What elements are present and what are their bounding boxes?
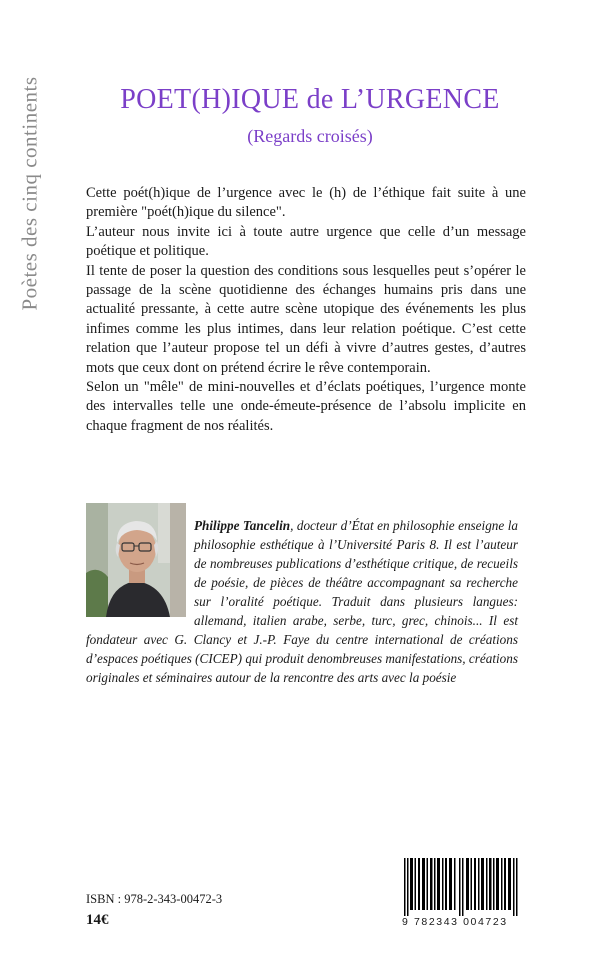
blurb-paragraph: Cette poét(h)ique de l’urgence avec le (h) de l’éthique fait suite à une première "poét(h)ique du silence".: [86, 185, 526, 221]
isbn: ISBN : 978-2-343-00472-3: [86, 892, 223, 906]
author-bio-text: , docteur d’État en philosophie enseigne la philosophie esthétique à l’Université Paris 8. Il est l’auteur de nombreuses publications d’esthétique critique, de recueils de poésie, de pièces de théâtre accompagnant sa recherche sur l’oralité poétique. Traduit dans plusieurs langues: allemand, italien arabe, serbe, turc, grec, chinois... Il est fondateur avec G. Clancy et J.-P. Faye du centre international de créations d’espaces poétiques (CICEP) qui produit denombreuses manifestations, créations originales et séminaires autour de la rencontre des arts avec la poésie: [86, 518, 518, 685]
series-name-vertical: [10, 38, 50, 348]
barcode: [402, 858, 520, 928]
author-bio: [86, 516, 518, 687]
photo-spacer: [86, 516, 194, 618]
author-name: Philippe Tancelin: [194, 518, 291, 533]
book-title: POET(H)IQUE de L’URGENCE: [120, 84, 500, 115]
back-cover-blurb: [86, 184, 526, 436]
book-subtitle: (Regards croisés): [247, 126, 373, 146]
blurb-paragraph: Il tente de poser la question des conditions sous lesquelles peut s’opérer le passage de la scène quotidienne des échanges humains pris dans une actualité pressante, à cette autre scène utopique des événements les plus infimes comme les plus intimes, dans leur relation poétique. C’est cette relation que l’auteur propose tel un défi à vivre d’autres gestes, d’autres mots que ceux dont on prétend écrire le rêve contemporain.: [86, 262, 526, 376]
barcode-bars: [404, 858, 520, 916]
series-name-text: Poètes des cinq continents: [17, 75, 42, 311]
blurb-paragraph: L’auteur nous invite ici à toute autre urgence que celle d’un message poétique et politique.: [86, 223, 526, 260]
price: 14€: [86, 912, 109, 928]
blurb-paragraph: Selon un "mêle" de mini-nouvelles et d’éclats poétiques, l’urgence monte des intervalles telle une onde-émeute-présence de l’absolu implicite en chaque fragment de nos réalités.: [86, 379, 526, 434]
barcode-digits: 9 782343 004723: [402, 916, 508, 928]
